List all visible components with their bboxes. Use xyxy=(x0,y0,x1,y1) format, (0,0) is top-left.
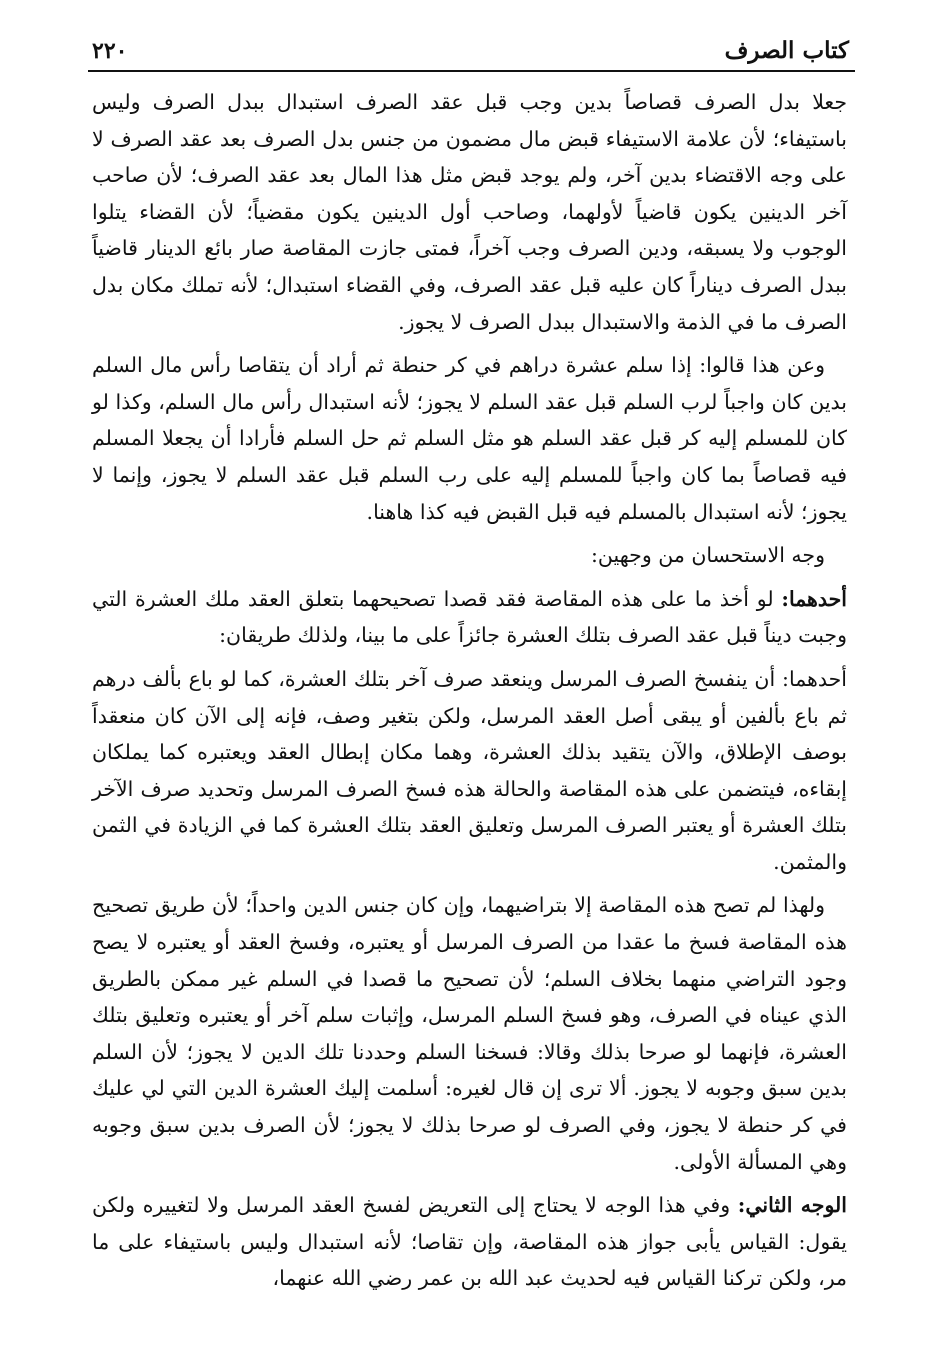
paragraph-3 xyxy=(92,537,847,574)
page-number: ٢٢٠ xyxy=(92,38,128,64)
paragraph-6 xyxy=(92,887,847,1180)
paragraph-5 xyxy=(92,661,847,881)
paragraph-text: جعلا بدل الصرف قصاصاً بدين وجب قبل عقد الصرف استبدال ببدل الصرف وليس باستيفاء؛ لأن علامة الاستيفاء قبض مال مضمون من جنس بدل الصرف بعد عقد الصرف لا على وجه الاقتضاء بدين آخر، ولم يوجد قبض مثل هذا المال بعد عقد الصرف؛ لأن صاحب آخر الدينين يكون قاضياً لأولهما، وصاحب أول الدينين يكون مقضياً؛ لأن القضاء يتلوا الوجوب ولا يسبقه، ودين الصرف وجب آخراً، فمتى جازت المقاصة صار بائع الدينار قاضياً ببدل الصرف ديناراً كان عليه قبل عقد الصرف، وفي القضاء استبدال؛ لأنه تملك مكان بدل الصرف ما في الذمة والاستبدال ببدل الصرف لا يجوز. xyxy=(92,90,847,334)
paragraph-7 xyxy=(92,1187,847,1297)
paragraph-text: وفي هذا الوجه لا يحتاج إلى التعريض لفسخ العقد المرسل ولا لتغييره ولكن يقول: القياس يأبى جواز هذه المقاصة، وإن تقاصا؛ لأنه استبدال وليس باستيفاء على ما مر، ولكن تركنا القياس فيه لحديث عبد الله بن عمر رضي الله عنهما، xyxy=(92,1193,847,1291)
paragraph-text: وعن هذا قالوا: إذا سلم عشرة دراهم في كر حنطة ثم أراد أن يتقاصا رأس مال السلم بدين كان واجباً لرب السلم قبل عقد السلم لا يجوز؛ لأنه استبدال رأس مال السلم، وكذا لو كان للمسلم إليه كر قبل عقد السلم هو مثل السلم ثم حل السلم فأرادا أن يجعلا المسلم فيه قصاصاً بما كان واجباً للمسلم إليه على رب السلم قبل عقد السلم لا يجوز، وإنما لا يجوز؛ لأنه استبدال بالمسلم فيه قبل القبض فيه كذا هاهنا. xyxy=(92,353,847,524)
paragraph-text: لو أخذ ما على هذه المقاصة فقد قصدا تصحيحهما بتعلق العقد ملك العشرة التي وجبت ديناً قبل عقد الصرف بتلك العشرة جائزاً على ما بينا، ولذلك طريقان: xyxy=(92,586,847,648)
paragraph-text: وجه الاستحسان من وجهين: xyxy=(591,543,825,568)
paragraph-1 xyxy=(92,84,847,340)
paragraph-lead: أحدهما: xyxy=(781,586,847,611)
paragraph-4 xyxy=(92,581,847,654)
page-body xyxy=(92,84,847,1297)
paragraph-text: ولهذا لم تصح هذه المقاصة إلا بتراضيهما، وإن كان جنس الدين واحداً؛ لأن طريق تصحيح هذه المقاصة فسخ ما عقدا من الصرف المرسل أو يعتبره، وفسخ العقد أو يعتبره لا يصح وجود التراضي منهما بخلاف السلم؛ لأن تصحيح ما قصدا في السلم غير ممكن بالطريق الذي عيناه في الصرف، وهو فسخ السلم المرسل، وإثبات سلم آخر أو يعتبره وتعليق بتلك العشرة، فإنهما لو صرحا بذلك وقالا: فسخنا السلم وحددنا تلك الدين لا يجوز؛ لأن السلم بدين سبق وجوبه لا يجوز. ألا ترى إن قال لغيره: أسلمت إليك العشرة الدين التي لي عليك في كر حنطة لا يجوز، وفي الصرف لو صرحا بذلك لا يجوز؛ لأن الصرف بدين سبق وجوبه وهي المسألة الأولى. xyxy=(92,893,847,1174)
paragraph-lead: الوجه الثاني: xyxy=(737,1193,847,1218)
paragraph-2 xyxy=(92,347,847,530)
page-header xyxy=(88,30,855,72)
running-title: كتاب الصرف xyxy=(724,37,849,64)
paragraph-text: أحدهما: أن ينفسخ الصرف المرسل وينعقد صرف آخر بتلك العشرة، كما لو باع بألف درهم ثم باع بألفين أو يبقى أصل العقد المرسل، ولكن بتغير وصف، فإنه إلى الآن كان منعقداً بوصف الإطلاق، والآن يتقيد بذلك العشرة، وهما مكان إبطال العقد ويعتبره كما يملكان إبقاءه، فيتضمن على هذه المقاصة والحالة هذه فسخ الصرف المرسل وتحديد صرف الآخر بتلك العشرة أو يعتبر الصرف المرسل وتعليق العقد بتلك العشرة كما في الزيادة في الثمن والمثمن. xyxy=(92,666,847,874)
